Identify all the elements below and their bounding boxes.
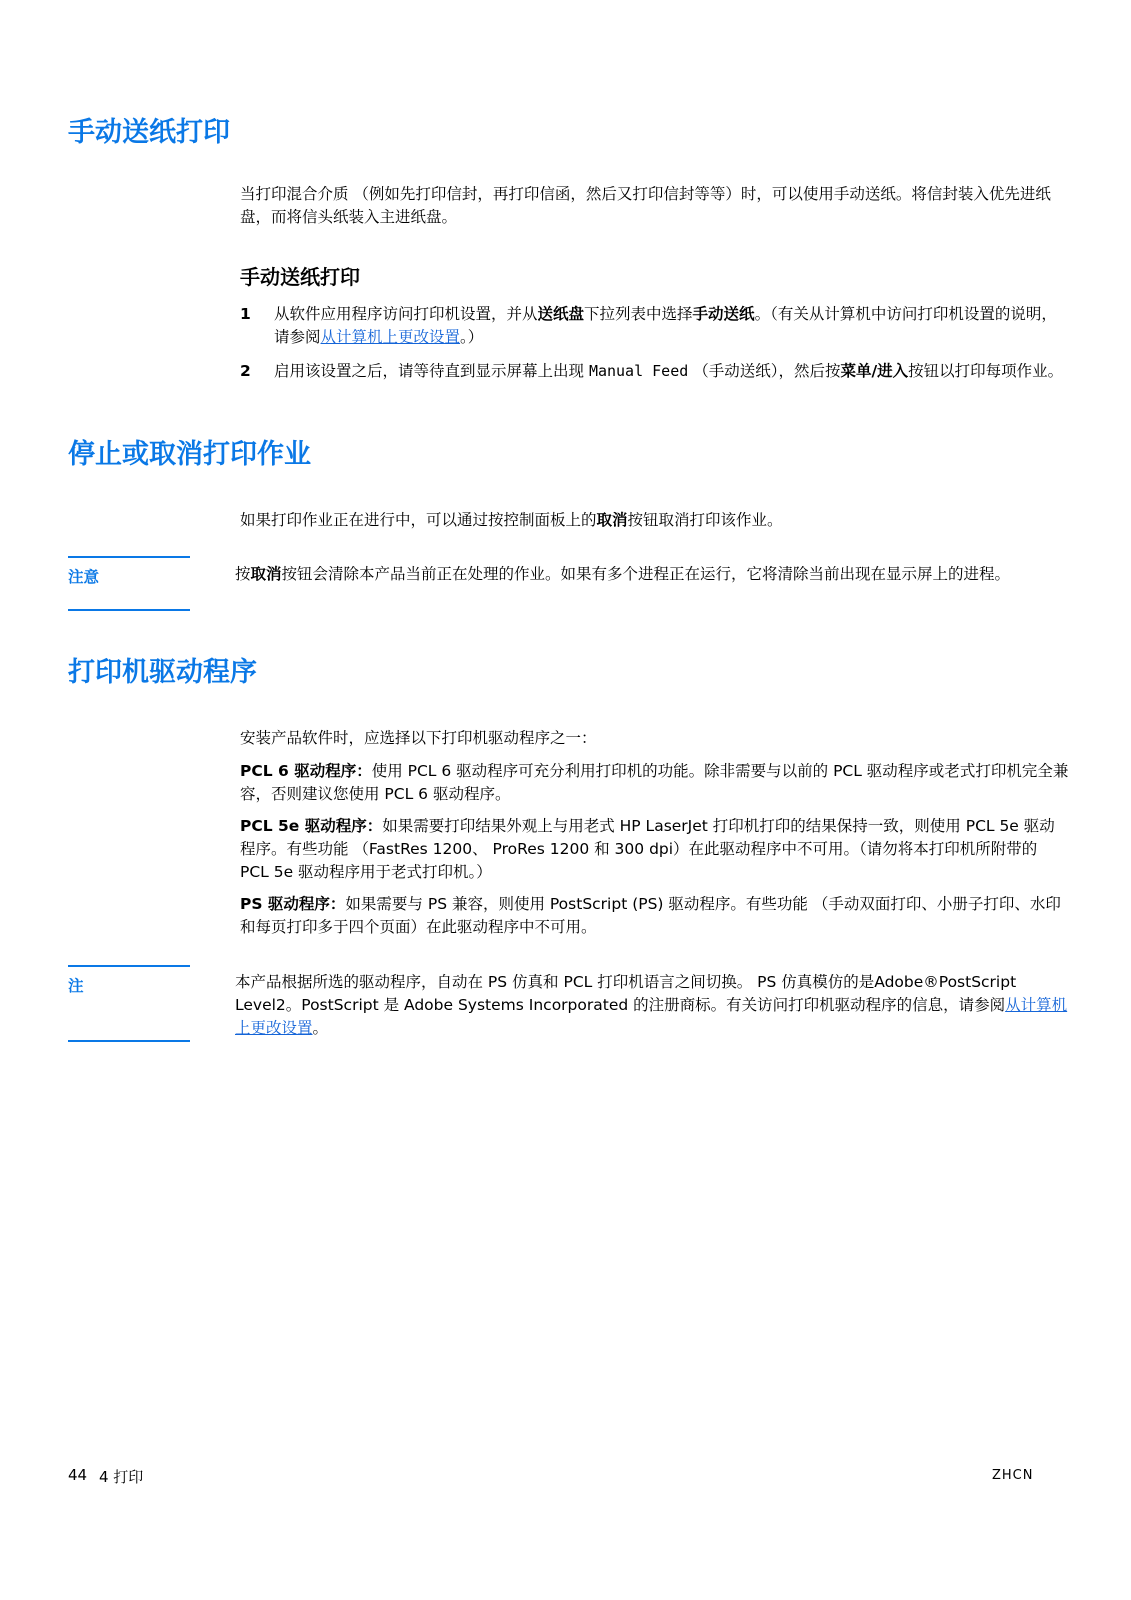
note-rule-bottom: [68, 609, 190, 611]
section-title-manual-feed: 手动送纸打印: [68, 117, 230, 148]
note-label-caution: 注意: [68, 568, 100, 586]
step-text: 从软件应用程序访问打印机设置，并从送纸盘下拉列表中选择手动送纸。（有关从计算机中访问打印机设置的说明，请参阅从计算机上更改设置。）: [274, 305, 1057, 346]
note-label: 注: [68, 977, 84, 995]
note-rule-bottom: [68, 1040, 190, 1042]
change-settings-link[interactable]: 从计算机上更改设置: [235, 996, 1068, 1037]
step-2: [240, 360, 1070, 383]
display-message: Manual Feed: [588, 362, 689, 380]
footer-page-number: 44: [68, 1466, 88, 1484]
drivers-intro: 安装产品软件时，应选择以下打印机驱动程序之一：: [240, 729, 597, 747]
note-rule-top: [68, 965, 190, 967]
driver-label: PS 驱动程序：: [240, 895, 346, 913]
driver-ps: PS 驱动程序：如果需要与 PS 兼容，则使用 PostScript (PS) 驱动程序。有些功能 （手动双面打印、小册子打印、水印和每页打印多于四个页面）在此驱动程序中不可用。: [240, 895, 1061, 936]
driver-label: PCL 6 驱动程序：: [240, 762, 372, 780]
change-settings-link[interactable]: 从计算机上更改设置: [320, 328, 461, 346]
footer-chapter: 4 打印: [99, 1468, 144, 1486]
menu-enter-button-name: 菜单/进入: [840, 362, 909, 380]
step-1: [240, 303, 1070, 349]
manual-feed-option: 手动送纸: [692, 305, 755, 323]
driver-note-text: 本产品根据所选的驱动程序，自动在 PS 仿真和 PCL 打印机语言之间切换。 PS 仿真模仿的是Adobe®PostScript Level2。PostScript 是 Adobe Systems Incorporated 的注册商标。有关访问打印机驱动程序的信息，请参阅从计算机上更改设置。: [235, 973, 1068, 1037]
driver-pcl6: PCL 6 驱动程序：使用 PCL 6 驱动程序可充分利用打印机的功能。除非需要与以前的 PCL 驱动程序或老式打印机完全兼容，否则建议您使用 PCL 6 驱动程序。: [240, 762, 1069, 803]
note-rule-top: [68, 556, 190, 558]
cancel-job-text: 如果打印作业正在进行中，可以通过按控制面板上的取消按钮取消打印该作业。: [240, 511, 783, 529]
section-title-printer-drivers: 打印机驱动程序: [68, 657, 257, 688]
step-number: 2: [240, 362, 251, 380]
step-number: 1: [240, 305, 251, 323]
caution-note-text: 按取消按钮会清除本产品当前正在处理的作业。如果有多个进程正在运行，它将清除当前出现在显示屏上的进程。: [235, 565, 1011, 583]
driver-label: PCL 5e 驱动程序：: [240, 817, 383, 835]
subheading-manual-feed: 手动送纸打印: [240, 265, 360, 289]
tray-option: 送纸盘: [537, 305, 585, 323]
driver-pcl5e: PCL 5e 驱动程序：如果需要打印结果外观上与用老式 HP LaserJet 打印机打印的结果保持一致，则使用 PCL 5e 驱动程序。有些功能 （FastRes 1200、 ProRes 1200 和 300 dpi）在此驱动程序中不可用。（请勿将本打印机所附带的 PCL 5e 驱动程序用于老式打印机。）: [240, 817, 1055, 881]
step-text: 启用该设置之后，请等待直到显示屏幕上出现 Manual Feed （手动送纸），然后按菜单/进入按钮以打印每项作业。: [274, 362, 1064, 380]
section-title-cancel-job: 停止或取消打印作业: [68, 439, 311, 470]
manual-feed-intro: 当打印混合介质 （例如先打印信封，再打印信函，然后又打印信封等等）时，可以使用手动送纸。将信封装入优先进纸盘，而将信头纸装入主进纸盘。: [240, 185, 1051, 226]
footer-language-code: ZHCN: [992, 1468, 1034, 1483]
